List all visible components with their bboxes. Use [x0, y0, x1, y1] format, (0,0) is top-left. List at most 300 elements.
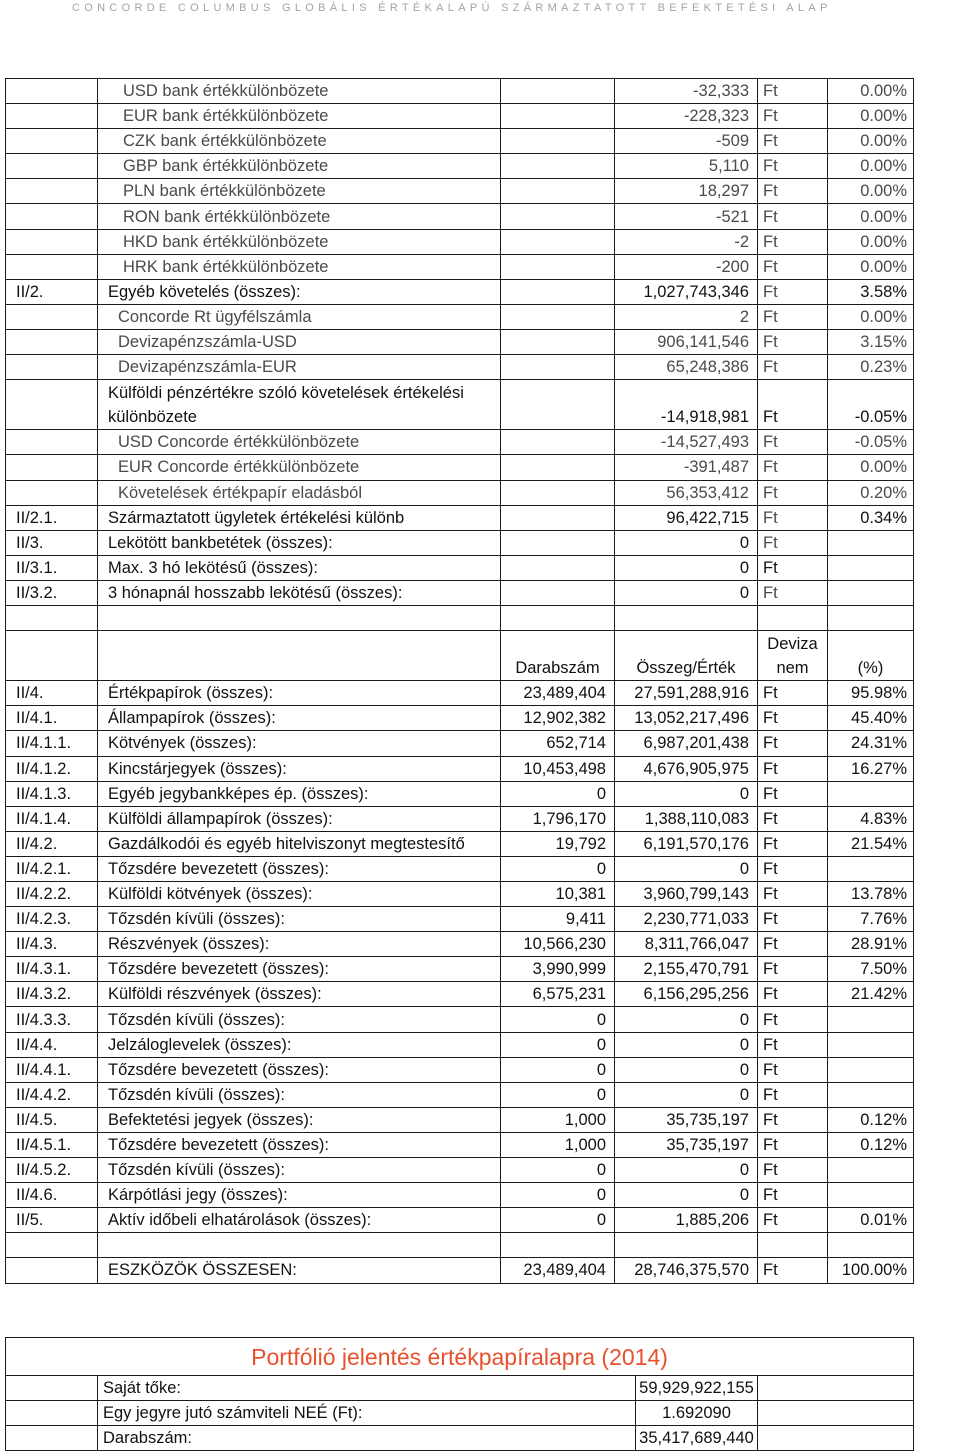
row-label: HKD bank értékkülönbözete	[98, 229, 501, 254]
portfolio-row	[6, 1376, 914, 1401]
row-currency: Ft	[758, 129, 828, 154]
row-percent: 0.12%	[828, 1132, 914, 1157]
row-label: Devizapénzszámla-EUR	[98, 355, 501, 380]
securities-row	[6, 706, 914, 731]
row-percent: 45.40%	[828, 706, 914, 731]
empty-cell	[6, 179, 98, 204]
row-code: II/3.1.	[6, 555, 98, 580]
row-currency: Ft	[758, 304, 828, 329]
empty-row	[6, 605, 914, 630]
row-percent: 0.00%	[828, 229, 914, 254]
row-amount: 2,155,470,791	[615, 957, 758, 982]
empty-cell	[501, 580, 615, 605]
bank-fx-difference-row	[6, 229, 914, 254]
row-amount: 27,591,288,916	[615, 681, 758, 706]
row-value: 65,248,386	[615, 355, 758, 380]
empty-cell	[828, 781, 914, 806]
row-currency: Ft	[758, 1208, 828, 1233]
row-value: 0	[615, 530, 758, 555]
empty-cell	[6, 605, 98, 630]
row-label: Külföldi kötvények (összes):	[98, 882, 501, 907]
row-value: -391,487	[615, 455, 758, 480]
row-label: GBP bank értékkülönbözete	[98, 154, 501, 179]
row-count: 0	[501, 781, 615, 806]
empty-cell	[6, 229, 98, 254]
portfolio-row	[6, 1426, 914, 1451]
row-value: 18,297	[615, 179, 758, 204]
row-code: II/4.3.1.	[6, 957, 98, 982]
row-currency: Ft	[758, 731, 828, 756]
empty-cell	[6, 1401, 98, 1426]
empty-cell	[6, 480, 98, 505]
empty-cell	[828, 580, 914, 605]
empty-cell	[501, 329, 615, 354]
row-amount: 0	[615, 1032, 758, 1057]
empty-cell	[6, 1258, 98, 1283]
row-value: -2	[615, 229, 758, 254]
securities-row	[6, 1107, 914, 1132]
row-value: -32,333	[615, 79, 758, 104]
portfolio-row	[6, 1401, 914, 1426]
row-code: II/4.3.3.	[6, 1007, 98, 1032]
row-currency: Ft	[758, 580, 828, 605]
row-count: 1,000	[501, 1107, 615, 1132]
empty-cell	[501, 104, 615, 129]
asset-table	[5, 78, 914, 1284]
row-value: -14,918,981	[615, 380, 758, 430]
securities-header-row	[6, 631, 914, 681]
row-currency: Ft	[758, 204, 828, 229]
row-currency: Ft	[758, 1082, 828, 1107]
row-percent: 0.20%	[828, 480, 914, 505]
fx-valuation-item-row	[6, 455, 914, 480]
derivatives-row	[6, 505, 914, 530]
empty-cell	[6, 154, 98, 179]
empty-cell	[758, 605, 828, 630]
fx-valuation-row	[6, 380, 914, 430]
row-label: Concorde Rt ügyfélszámla	[98, 304, 501, 329]
row-count: 10,566,230	[501, 932, 615, 957]
row-code: II/4.1.3.	[6, 781, 98, 806]
empty-cell	[615, 605, 758, 630]
portfolio-report-box	[5, 1337, 914, 1451]
row-currency: Ft	[758, 1107, 828, 1132]
row-count: 12,902,382	[501, 706, 615, 731]
row-code: II/4.2.3.	[6, 907, 98, 932]
row-label: Tőzsdén kívüli (összes):	[98, 1007, 501, 1032]
row-code: II/4.2.2.	[6, 882, 98, 907]
row-count: 0	[501, 1082, 615, 1107]
securities-row	[6, 1183, 914, 1208]
row-percent: 0.00%	[828, 104, 914, 129]
row-percent: 0.00%	[828, 304, 914, 329]
row-label: Tőzsdére bevezetett (összes):	[98, 957, 501, 982]
portfolio-label: Egy jegyre jutó számviteli NEÉ (Ft):	[98, 1401, 636, 1426]
row-percent: 0.00%	[828, 129, 914, 154]
row-label: Tőzsdén kívüli (összes):	[98, 1082, 501, 1107]
empty-cell	[501, 204, 615, 229]
portfolio-label: Darabszám:	[98, 1426, 636, 1451]
row-code: II/5.	[6, 1208, 98, 1233]
empty-cell	[501, 154, 615, 179]
fund-name-header: CONCORDE COLUMBUS GLOBÁLIS ÉRTÉKALAPÚ SZÁRMAZTATOTT BEFEKTETÉSI ALAP	[72, 2, 832, 14]
row-code: II/4.2.1.	[6, 856, 98, 881]
empty-cell	[758, 1426, 914, 1451]
row-currency: Ft	[758, 831, 828, 856]
row-currency: Ft	[758, 781, 828, 806]
total-percent: 100.00%	[828, 1258, 914, 1283]
portfolio-label: Saját tőke:	[98, 1376, 636, 1401]
row-currency: Ft	[758, 856, 828, 881]
row-code: II/4.4.1.	[6, 1057, 98, 1082]
securities-row	[6, 957, 914, 982]
securities-row	[6, 907, 914, 932]
row-label: Származtatott ügyletek értékelési különb	[98, 505, 501, 530]
row-currency: Ft	[758, 681, 828, 706]
row-count: 1,796,170	[501, 806, 615, 831]
row-code: II/4.6.	[6, 1183, 98, 1208]
row-percent: 0.23%	[828, 355, 914, 380]
row-currency: Ft	[758, 1158, 828, 1183]
empty-cell	[615, 1233, 758, 1258]
row-currency: Ft	[758, 430, 828, 455]
deposits-3m-row	[6, 555, 914, 580]
row-amount: 35,735,197	[615, 1132, 758, 1157]
row-label: Lekötött bankbetétek (összes):	[98, 530, 501, 555]
row-label: EUR Concorde értékkülönbözete	[98, 455, 501, 480]
securities-row	[6, 856, 914, 881]
row-percent: 7.76%	[828, 907, 914, 932]
empty-cell	[501, 254, 615, 279]
row-percent: 13.78%	[828, 882, 914, 907]
empty-cell	[828, 1158, 914, 1183]
row-label: 3 hónapnál hosszabb lekötésű (összes):	[98, 580, 501, 605]
row-count: 0	[501, 1208, 615, 1233]
empty-cell	[6, 204, 98, 229]
empty-cell	[98, 605, 501, 630]
securities-row	[6, 1007, 914, 1032]
column-header-percent: (%)	[828, 631, 914, 681]
securities-row	[6, 831, 914, 856]
row-code: II/2.	[6, 279, 98, 304]
column-header-currency: Deviza nem	[758, 631, 828, 681]
empty-cell	[6, 455, 98, 480]
empty-cell	[501, 279, 615, 304]
row-label: Devizapénzszámla-USD	[98, 329, 501, 354]
empty-cell	[758, 1401, 914, 1426]
row-value: 56,353,412	[615, 480, 758, 505]
row-percent: 0.00%	[828, 204, 914, 229]
row-label: Részvények (összes):	[98, 932, 501, 957]
empty-cell	[6, 79, 98, 104]
row-amount: 0	[615, 1158, 758, 1183]
row-percent: 0.00%	[828, 254, 914, 279]
row-percent: 0.00%	[828, 154, 914, 179]
deposits-over-3m-row	[6, 580, 914, 605]
row-currency: Ft	[758, 179, 828, 204]
asset-table-body	[6, 79, 914, 1284]
row-amount: 0	[615, 1082, 758, 1107]
bank-fx-difference-row	[6, 204, 914, 229]
portfolio-title-row	[6, 1338, 914, 1376]
total-row	[6, 1258, 914, 1283]
row-currency: Ft	[758, 1032, 828, 1057]
bank-fx-difference-row	[6, 154, 914, 179]
row-currency: Ft	[758, 1057, 828, 1082]
row-label: Befektetési jegyek (összes):	[98, 1107, 501, 1132]
row-count: 19,792	[501, 831, 615, 856]
empty-cell	[6, 1426, 98, 1451]
row-code: II/4.1.2.	[6, 756, 98, 781]
row-currency: Ft	[758, 329, 828, 354]
row-count: 0	[501, 1158, 615, 1183]
row-amount: 0	[615, 1057, 758, 1082]
row-percent: 0.00%	[828, 79, 914, 104]
row-currency: Ft	[758, 505, 828, 530]
row-currency: Ft	[758, 756, 828, 781]
row-label: Tőzsdén kívüli (összes):	[98, 907, 501, 932]
empty-cell	[501, 380, 615, 430]
row-label: EUR bank értékkülönbözete	[98, 104, 501, 129]
empty-cell	[758, 1376, 914, 1401]
row-label: RON bank értékkülönbözete	[98, 204, 501, 229]
empty-cell	[6, 430, 98, 455]
row-currency: Ft	[758, 1132, 828, 1157]
row-label: Gazdálkodói és egyéb hitelviszonyt megtestesítő	[98, 831, 501, 856]
row-currency: Ft	[758, 380, 828, 430]
row-label: CZK bank értékkülönbözete	[98, 129, 501, 154]
row-currency: Ft	[758, 982, 828, 1007]
empty-cell	[828, 1007, 914, 1032]
portfolio-value: 1.692090	[636, 1401, 758, 1426]
row-code: II/4.	[6, 681, 98, 706]
row-currency: Ft	[758, 957, 828, 982]
row-currency: Ft	[758, 1007, 828, 1032]
row-value: 906,141,546	[615, 329, 758, 354]
row-value: 2	[615, 304, 758, 329]
fx-valuation-item-row	[6, 480, 914, 505]
row-amount: 0	[615, 856, 758, 881]
empty-cell	[501, 430, 615, 455]
row-percent: 0.12%	[828, 1107, 914, 1132]
row-percent: 4.83%	[828, 806, 914, 831]
empty-cell	[828, 1233, 914, 1258]
row-currency: Ft	[758, 530, 828, 555]
bank-fx-difference-row	[6, 104, 914, 129]
row-label: Külföldi állampapírok (összes):	[98, 806, 501, 831]
row-percent: 24.31%	[828, 731, 914, 756]
row-label: HRK bank értékkülönbözete	[98, 254, 501, 279]
row-code: II/4.5.1.	[6, 1132, 98, 1157]
row-label: Külföldi részvények (összes):	[98, 982, 501, 1007]
row-label: Kötvények (összes):	[98, 731, 501, 756]
securities-row	[6, 1208, 914, 1233]
bank-fx-difference-row	[6, 79, 914, 104]
bank-fx-difference-row	[6, 254, 914, 279]
row-currency: Ft	[758, 480, 828, 505]
row-label: Egyéb jegybankképes ép. (összes):	[98, 781, 501, 806]
row-currency: Ft	[758, 806, 828, 831]
row-currency: Ft	[758, 932, 828, 957]
row-code: II/3.2.	[6, 580, 98, 605]
row-label: Kárpótlási jegy (összes):	[98, 1183, 501, 1208]
empty-cell	[501, 355, 615, 380]
row-count: 3,990,999	[501, 957, 615, 982]
column-header-count: Darabszám	[501, 631, 615, 681]
row-code: II/4.3.	[6, 932, 98, 957]
securities-row	[6, 681, 914, 706]
row-count: 0	[501, 856, 615, 881]
row-percent: -0.05%	[828, 430, 914, 455]
row-count: 1,000	[501, 1132, 615, 1157]
row-label: USD Concorde értékkülönbözete	[98, 430, 501, 455]
row-value: -228,323	[615, 104, 758, 129]
row-currency: Ft	[758, 1183, 828, 1208]
securities-row	[6, 1032, 914, 1057]
securities-row	[6, 932, 914, 957]
row-currency: Ft	[758, 907, 828, 932]
row-amount: 1,885,206	[615, 1208, 758, 1233]
row-percent: 3.15%	[828, 329, 914, 354]
row-currency: Ft	[758, 355, 828, 380]
row-currency: Ft	[758, 254, 828, 279]
row-percent: 0.01%	[828, 1208, 914, 1233]
row-label: Tőzsdére bevezetett (összes):	[98, 1057, 501, 1082]
row-label: Tőzsdére bevezetett (összes):	[98, 856, 501, 881]
total-amount: 28,746,375,570	[615, 1258, 758, 1283]
row-label: Állampapírok (összes):	[98, 706, 501, 731]
row-percent: 21.42%	[828, 982, 914, 1007]
empty-cell	[501, 304, 615, 329]
row-amount: 3,960,799,143	[615, 882, 758, 907]
other-receivable-item-row	[6, 329, 914, 354]
row-amount: 2,230,771,033	[615, 907, 758, 932]
row-count: 0	[501, 1032, 615, 1057]
row-currency: Ft	[758, 882, 828, 907]
row-label: Egyéb követelés (összes):	[98, 279, 501, 304]
row-label: Követelések értékpapír eladásból	[98, 480, 501, 505]
empty-cell	[828, 856, 914, 881]
empty-cell	[6, 254, 98, 279]
row-value: -14,527,493	[615, 430, 758, 455]
row-currency: Ft	[758, 455, 828, 480]
row-label: Tőzsdére bevezetett (összes):	[98, 1132, 501, 1157]
empty-cell	[758, 1233, 828, 1258]
row-count: 6,575,231	[501, 982, 615, 1007]
row-currency: Ft	[758, 555, 828, 580]
row-label: Értékpapírok (összes):	[98, 681, 501, 706]
empty-cell	[501, 1233, 615, 1258]
row-value: 0	[615, 580, 758, 605]
empty-cell	[828, 605, 914, 630]
row-count: 0	[501, 1183, 615, 1208]
empty-cell	[6, 380, 98, 430]
row-amount: 1,388,110,083	[615, 806, 758, 831]
row-amount: 0	[615, 1007, 758, 1032]
securities-row	[6, 1057, 914, 1082]
row-label: Külföldi pénzértékre szóló követelések értékelési különbözete	[98, 380, 501, 430]
row-code: II/3.	[6, 530, 98, 555]
empty-cell	[6, 104, 98, 129]
securities-row	[6, 1132, 914, 1157]
bank-fx-difference-row	[6, 179, 914, 204]
other-receivables-row	[6, 279, 914, 304]
empty-cell	[501, 79, 615, 104]
empty-cell	[828, 1183, 914, 1208]
securities-row	[6, 756, 914, 781]
row-count: 10,453,498	[501, 756, 615, 781]
row-code: II/4.1.1.	[6, 731, 98, 756]
row-amount: 8,311,766,047	[615, 932, 758, 957]
empty-cell	[6, 1233, 98, 1258]
total-currency: Ft	[758, 1258, 828, 1283]
empty-cell	[6, 129, 98, 154]
row-currency: Ft	[758, 279, 828, 304]
empty-cell	[828, 1082, 914, 1107]
row-value: 0	[615, 555, 758, 580]
row-percent: 95.98%	[828, 681, 914, 706]
row-label: Kincstárjegyek (összes):	[98, 756, 501, 781]
row-percent: 0.34%	[828, 505, 914, 530]
empty-cell	[501, 455, 615, 480]
row-currency: Ft	[758, 104, 828, 129]
securities-row	[6, 1158, 914, 1183]
row-percent: -0.05%	[828, 380, 914, 430]
empty-cell	[501, 530, 615, 555]
portfolio-value: 59,929,922,155	[636, 1376, 758, 1401]
deposits-row	[6, 530, 914, 555]
row-percent: 7.50%	[828, 957, 914, 982]
row-value: -509	[615, 129, 758, 154]
securities-row	[6, 731, 914, 756]
row-code: II/4.1.	[6, 706, 98, 731]
row-label: PLN bank értékkülönbözete	[98, 179, 501, 204]
row-currency: Ft	[758, 706, 828, 731]
row-value: -521	[615, 204, 758, 229]
row-code: II/4.5.2.	[6, 1158, 98, 1183]
securities-row	[6, 982, 914, 1007]
empty-cell	[501, 480, 615, 505]
empty-cell	[6, 1376, 98, 1401]
securities-row	[6, 882, 914, 907]
row-currency: Ft	[758, 154, 828, 179]
empty-cell	[828, 1032, 914, 1057]
row-percent: 21.54%	[828, 831, 914, 856]
total-count: 23,489,404	[501, 1258, 615, 1283]
row-currency: Ft	[758, 79, 828, 104]
row-code: II/4.4.	[6, 1032, 98, 1057]
empty-cell	[6, 329, 98, 354]
row-percent: 28.91%	[828, 932, 914, 957]
row-code: II/4.1.4.	[6, 806, 98, 831]
column-header-amount: Összeg/Érték	[615, 631, 758, 681]
securities-row	[6, 806, 914, 831]
row-value: 1,027,743,346	[615, 279, 758, 304]
row-amount: 0	[615, 781, 758, 806]
row-label: Aktív időbeli elhatárolások (összes):	[98, 1208, 501, 1233]
row-code: II/2.1.	[6, 505, 98, 530]
portfolio-value: 35,417,689,440	[636, 1426, 758, 1451]
row-percent: 16.27%	[828, 756, 914, 781]
empty-cell	[98, 1233, 501, 1258]
empty-cell	[501, 605, 615, 630]
row-code: II/4.5.	[6, 1107, 98, 1132]
row-code: II/4.3.2.	[6, 982, 98, 1007]
row-count: 0	[501, 1057, 615, 1082]
empty-row	[6, 1233, 914, 1258]
row-value: -200	[615, 254, 758, 279]
row-amount: 6,987,201,438	[615, 731, 758, 756]
